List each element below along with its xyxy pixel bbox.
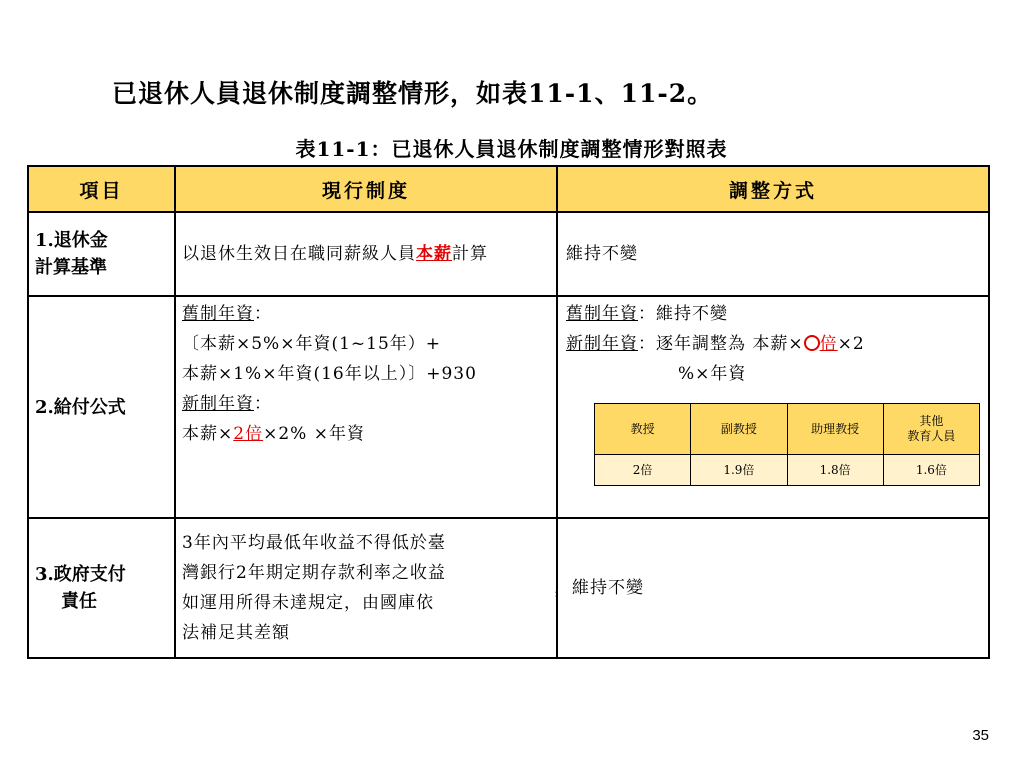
row3-current-line4: 法補足其差額 [182,623,290,643]
row3-current-line2: 灣銀行2年期定期存款利率之收益 [182,563,446,583]
page-number: 35 [972,727,989,744]
ratio-value-professor: 2倍 [595,455,691,486]
row1-item-line2: 計算基準 [35,257,107,278]
row2-adjust-old-text: ：維持不變 [638,304,728,324]
table-caption: 表11-1：已退休人員退休制度調整情形對照表 [295,137,728,161]
row3-item-line1: 3.政府支付 [35,564,126,585]
comparison-table [27,165,990,659]
ratio-header-assistant: 助理教授 [787,404,883,455]
row2-adjust-new-red [804,334,838,354]
row1-item-line1: 1.退休金 [35,230,108,251]
row3-adjust-text: 維持不變 [572,578,644,598]
ratio-header-other-line2: 教育人員 [907,429,956,443]
row2-adjust [557,296,989,518]
header-row [28,166,989,212]
ratio-value-associate: 1.9倍 [691,455,787,486]
row2-old-colon: ： [254,304,272,324]
row2-new-formula-suffix: ×2% ×年資 [263,424,365,444]
ratio-header-other [883,404,979,455]
header-adjust: 調整方式 [557,166,989,212]
ratio-header-professor: 教授 [595,404,691,455]
row1-current [175,212,557,296]
row2-current [175,296,557,518]
row2-adjust-new-suffix: ×2 [837,334,865,354]
ratio-header-associate: 副教授 [691,404,787,455]
ratio-value-other: 1.6倍 [883,455,979,486]
row2-old-formula-1: 〔本薪×5%×年資(1~15年）+ [182,334,442,354]
header-current: 現行制度 [175,166,557,212]
circle-placeholder-icon [804,335,820,351]
row2-old-label: 舊制年資 [182,304,254,324]
row2-adjust-new-red-text: 倍 [819,334,838,354]
row3-current-line1: 3年內平均最低年收益不得低於臺 [182,533,446,553]
table-row [28,518,989,658]
header-item: 項目 [28,166,175,212]
ratio-header-other-line1: 其他 [919,414,944,428]
row1-current-highlight: 本薪 [416,244,452,264]
row1-current-suffix: 計算 [452,244,488,264]
row1-adjust: 維持不變 [557,212,989,296]
ratio-value-row [595,455,980,486]
row2-new-formula-prefix: 本薪× [182,424,234,444]
ratio-header-row [595,404,980,455]
row3-item [28,518,175,658]
row3-current [175,518,557,658]
row3-current-line3: 如運用所得未達規定，由國庫依 [182,593,434,613]
row3-item-line2: 責任 [61,591,97,612]
row3-adjust [554,518,989,658]
row2-adjust-old-label: 舊制年資 [566,304,638,324]
row2-adjust-new-text: ：逐年調整為 本薪× [638,334,804,354]
ratio-value-assistant: 1.8倍 [787,455,883,486]
table-row [28,212,989,296]
row2-old-formula-2: 本薪×1%×年資(16年以上）〕+930 [182,364,477,384]
row2-new-label: 新制年資 [182,394,254,414]
table-row [28,296,989,518]
row1-item [28,212,175,296]
row1-current-text: 以退休生效日在職同薪級人員 [182,244,416,264]
row3-adjust-comma: ， [554,578,572,598]
ratio-table [594,403,980,486]
row2-new-formula-red: 2倍 [233,424,264,444]
row2-item: 2.給付公式 [28,296,175,518]
row2-new-colon: ： [254,394,272,414]
page-heading: 已退休人員退休制度調整情形，如表11-1、11-2。 [112,79,714,108]
row2-adjust-new-line2: %×年資 [678,364,747,384]
row2-adjust-new-label: 新制年資 [566,334,638,354]
